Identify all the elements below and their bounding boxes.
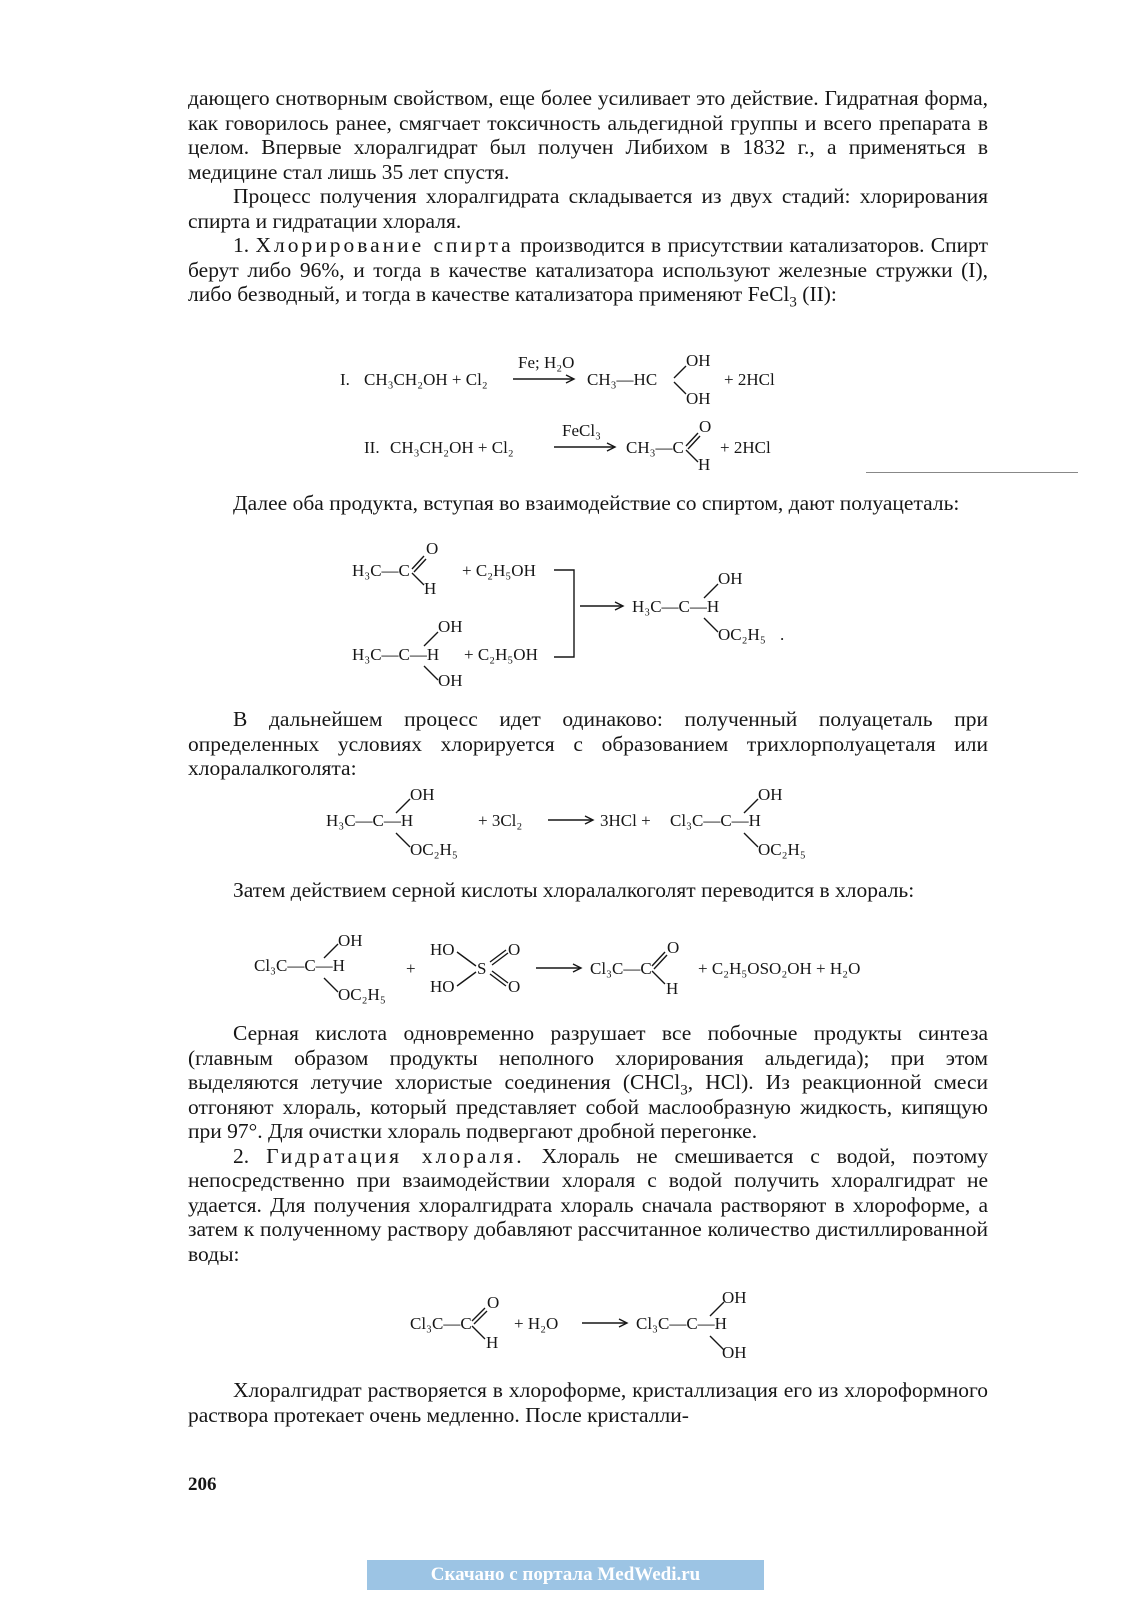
product: CH₃—HC	[587, 370, 658, 389]
end-dot: .	[780, 625, 785, 644]
text-block-1	[188, 86, 989, 311]
item-title: Хлорирование спирта	[255, 233, 514, 257]
reaction-3	[352, 540, 802, 696]
hydroxyl-top: OH	[438, 617, 463, 636]
hydrogen: H	[424, 579, 437, 598]
ethoxy: OC₂H₅	[410, 840, 458, 859]
purification-text-a: Серная кислота одновременно разрушает все побочные продукты синтеза (главным образом продукты неполного хлорирования альдегида); при этом выделяются летучие хлористые соединения (CHCl	[188, 1021, 988, 1094]
product: CH₃—C	[626, 438, 684, 457]
reactants: CH₃CH₂OH + Cl₂	[390, 438, 514, 457]
bonds	[652, 952, 667, 984]
reaction-5	[254, 928, 914, 1010]
ho-top: HO	[430, 940, 455, 959]
hydrogen: H	[486, 1333, 499, 1352]
hydroxyl-top: OH	[686, 351, 711, 370]
item-number: 1.	[233, 233, 250, 257]
item-title: Гидратация хлораля.	[266, 1143, 525, 1168]
purification-text-b: , HCl). Из реакционной смеси отгоняют хлораль, который представляет собой маслообразную жидкость, кипящую при 97°. Для очистки хлораль подвергают дробной перегонке.	[188, 1070, 988, 1143]
trichloro-hemiacetal: Cl₃C—C—H	[670, 811, 761, 830]
text-block-5	[188, 1021, 988, 1266]
page-number: 206	[188, 1474, 217, 1495]
byproduct: + 2HCl	[720, 438, 771, 457]
paragraph-crystallization: Хлоралгидрат растворяется в хлороформе, кристаллизация его из хлороформного раствора протекает очень медленно. После кристалли-	[188, 1378, 988, 1427]
plus: +	[406, 959, 416, 978]
hemiacetal: H₃C—C—H	[326, 811, 414, 830]
water: + H₂O	[514, 1314, 559, 1333]
oxygen-bottom: O	[508, 977, 521, 996]
oxygen: O	[667, 938, 680, 957]
reaction-6	[410, 1286, 770, 1368]
hydrogen: H	[698, 455, 711, 474]
oxygen: O	[699, 417, 712, 436]
subscript: 3	[789, 294, 797, 311]
bonds	[674, 366, 686, 394]
bonds	[490, 950, 508, 986]
reaction-conditions: Fe; H₂O	[518, 353, 575, 372]
hydrate: H₃C—C—H	[352, 645, 440, 664]
chloral-hydrate: Cl₃C—C—H	[636, 1314, 727, 1333]
paragraph-hydration	[188, 1144, 988, 1267]
paragraph-chlorination	[188, 233, 989, 311]
item-body: Хлораль не смешивается с водой, поэтому непосредственно при взаимодействии хлораля с водой получить хлоралгидрат не удается. Для получения хлоралгидрата хлораль сначала растворяют в хлороформе, а затем к полученному раствору добавляют рассчитанное количество дистиллированной воды:	[188, 1143, 988, 1266]
text-block-4	[188, 878, 988, 903]
ethanol-2: + C₂H₅OH	[464, 645, 538, 664]
byproduct: + 2HCl	[724, 370, 775, 389]
aldehyde: H₃C—C	[352, 561, 410, 580]
hydrogen: H	[666, 979, 679, 998]
item-number: 2.	[233, 1143, 250, 1168]
product: H₃C—C—H	[632, 597, 720, 616]
chloral-alcoholate: Cl₃C—C—H	[254, 956, 345, 975]
oxygen: O	[487, 1293, 500, 1312]
ethoxy: OC₂H₅	[338, 985, 386, 1004]
paragraph-stages: Процесс получения хлоралгидрата складывается из двух стадий: хлорирования спирта и гидратации хлораля.	[188, 184, 988, 233]
hydrogen-chloride: 3HCl +	[600, 811, 651, 830]
hydroxyl-bottom: OH	[722, 1343, 747, 1362]
subscript: 3	[680, 1082, 688, 1099]
text-block-6	[188, 1378, 988, 1427]
bonds	[457, 952, 476, 986]
reaction-label: I.	[340, 370, 350, 389]
hydroxyl: OH	[758, 785, 783, 804]
paragraph-intro: дающего снотворным свойством, еще более усиливает это действие. Гидратная форма, как говорилось ранее, смягчает токсичность альдегидной группы и всего препарата в целом. Впервые хлоралгидрат был получен Либихом в 1832 г., а применяться в медицине стал лишь 35 лет спустя.	[188, 86, 988, 184]
text-block-3	[188, 707, 988, 781]
reaction-4	[326, 783, 826, 865]
reaction-1	[340, 352, 810, 408]
download-banner[interactable]	[367, 1560, 764, 1590]
ethoxy: OC₂H₅	[758, 840, 806, 859]
product-hydroxyl: OH	[718, 569, 743, 588]
reaction-2	[364, 416, 794, 474]
paragraph-sulfuric: Затем действием серной кислоты хлоралалкоголят переводится в хлораль:	[233, 878, 915, 902]
oxygen-top: O	[508, 940, 521, 959]
text-block-2	[188, 491, 988, 516]
ho-bottom: HO	[430, 977, 455, 996]
paragraph-hemiacetal: Далее оба продукта, вступая во взаимодействие со спиртом, дают полуацеталь:	[233, 491, 960, 515]
item-body-b: (II):	[802, 282, 837, 306]
reaction-label: II.	[364, 438, 380, 457]
chloral: Cl₃C—C	[410, 1314, 472, 1333]
hydroxyl: OH	[338, 931, 363, 950]
paragraph-trichloro: В дальнейшем процесс идет одинаково: полученный полуацеталь при определенных условиях хлорируется с образованием трихлорполуацеталя или хлоралалкоголята:	[188, 707, 988, 780]
product-ethoxy: OC₂H₅	[718, 625, 766, 644]
divider-line	[866, 472, 1078, 473]
oxygen: O	[426, 539, 439, 558]
sulfur: S	[477, 959, 487, 978]
ethanol-1: + C₂H₅OH	[462, 561, 536, 580]
bracket	[554, 570, 574, 657]
chloral: Cl₃C—C	[590, 959, 652, 978]
byproducts: + C₂H₅OSO₂OH + H₂O	[698, 959, 861, 978]
hydroxyl-bottom: OH	[438, 671, 463, 690]
hydroxyl: OH	[410, 785, 435, 804]
watermark-text: Скачано с портала MedWedi.ru	[430, 1564, 701, 1585]
paragraph-purification	[188, 1021, 988, 1144]
reaction-conditions: FeCl₃	[562, 421, 601, 440]
reactants: CH₃CH₂OH + Cl₂	[364, 370, 488, 389]
chlorine: + 3Cl₂	[478, 811, 523, 830]
item-body-a: производится в присутствии катализаторов. Спирт берут либо 96%, и тогда в качестве катализатора используют железные стружки (I), либо безводный, и тогда в качестве катализатора применяют FeCl	[188, 233, 989, 306]
hydroxyl-bottom: OH	[686, 389, 711, 408]
hydroxyl-top: OH	[722, 1288, 747, 1307]
bonds	[472, 1308, 487, 1339]
